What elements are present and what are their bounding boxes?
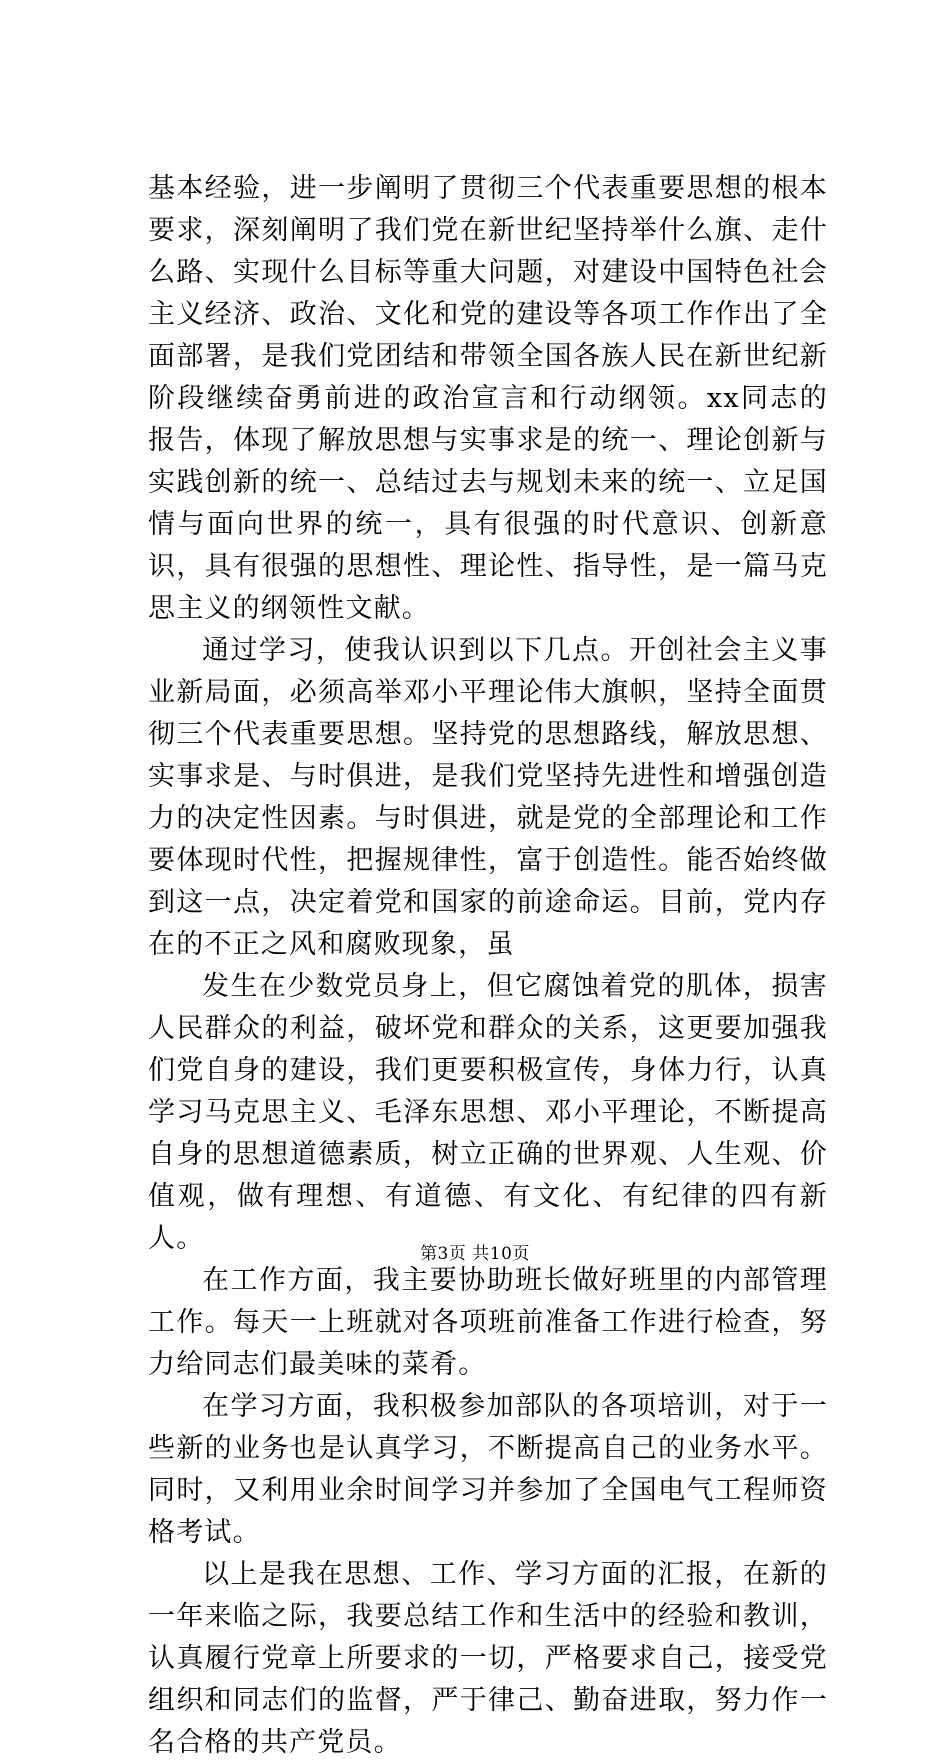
paragraph-5: 在学习方面，我积极参加部队的各项培训，对于一些新的业务也是认真学习，不断提高自己的业务水平。同时，又利用业余时间学习并参加了全国电气工程师资格考试。 bbox=[148, 1391, 828, 1548]
document-body bbox=[148, 168, 828, 1764]
paragraph-2: 通过学习，使我认识到以下几点。开创社会主义事业新局面，必须高举邓小平理论伟大旗帜，坚持全面贯彻三个代表重要思想。坚持党的思想路线，解放思想、实事求是、与时俱进，是我们党坚持先进性和增强创造力的决定性因素。与时俱进，就是党的全部理论和工作要体现时代性，把握规律性，富于创造性。能否始终做到这一点，决定着党和国家的前途命运。目前，党内存在的不正之风和腐败现象，虽 bbox=[148, 635, 828, 960]
paragraph-3: 发生在少数党员身上，但它腐蚀着党的肌体，损害人民群众的利益，破坏党和群众的关系，这更要加强我们党自身的建设，我们更要积极宣传，身体力行，认真学习马克思主义、毛泽东思想、邓小平理论，不断提高自身的思想道德素质，树立正确的世界观、人生观、价值观，做有理想、有道德、有文化、有纪律的四有新人。 bbox=[148, 971, 828, 1254]
paragraph-6: 以上是我在思想、工作、学习方面的汇报，在新的一年来临之际，我要总结工作和生活中的经验和教训，认真履行党章上所要求的一切，严格要求自己，接受党组织和同志们的监督，严于律己、勤奋进取，努力作一名合格的共产党员。 bbox=[148, 1559, 828, 1758]
paragraph-1: 基本经验，进一步阐明了贯彻三个代表重要思想的根本要求，深刻阐明了我们党在新世纪坚持举什么旗、走什么路、实现什么目标等重大问题，对建设中国特色社会主义经济、政治、文化和党的建设等各项工作作出了全面部署，是我们党团结和带领全国各族人民在新世纪新阶段继续奋勇前进的政治宣言和行动纲领。xx同志的报告，体现了解放思想与实事求是的统一、理论创新与实践创新的统一、总结过去与规划未来的统一、立足国情与面向世界的统一，具有很强的时代意识、创新意识，具有很强的思想性、理论性、指导性，是一篇马克思主义的纲领性文献。 bbox=[148, 173, 828, 624]
paragraph-4: 在工作方面，我主要协助班长做好班里的内部管理工作。每天一上班就对各项班前准备工作进行检查，努力给同志们最美味的菜肴。 bbox=[148, 1265, 828, 1380]
page-number-footer: 第3页 共10页 bbox=[420, 1244, 530, 1264]
